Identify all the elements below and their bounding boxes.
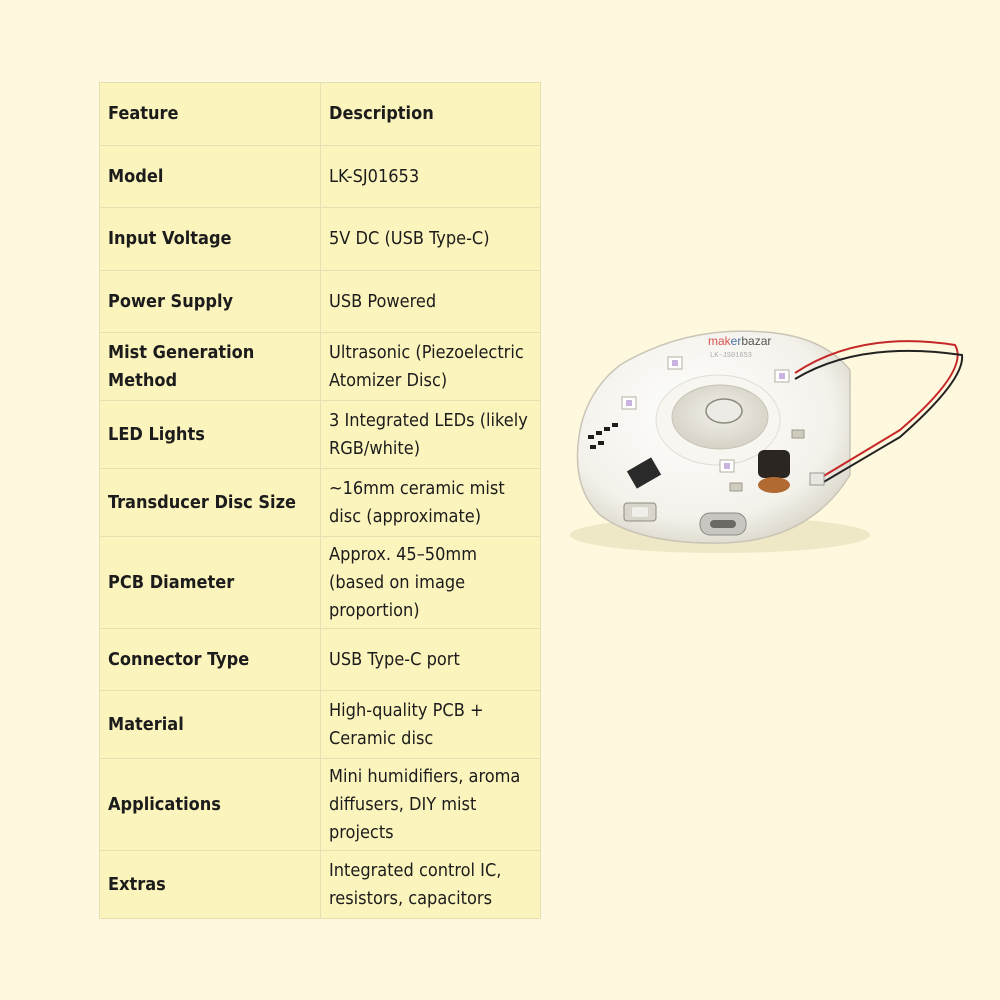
description-cell: ~16mm ceramic mist disc (approximate) <box>321 469 541 537</box>
description-cell: USB Type-C port <box>321 629 541 691</box>
description-cell: USB Powered <box>321 271 541 333</box>
table-row <box>100 851 541 919</box>
table-row <box>100 208 541 271</box>
svg-text:LK-JS01653: LK-JS01653 <box>710 352 753 360</box>
feature-cell: Model <box>100 146 321 208</box>
feature-cell: Input Voltage <box>100 208 321 271</box>
feature-cell: Transducer Disc Size <box>100 469 321 537</box>
feature-cell: LED Lights <box>100 401 321 469</box>
table-row <box>100 469 541 537</box>
feature-cell: Connector Type <box>100 629 321 691</box>
description-cell: High-quality PCB + Ceramic disc <box>321 691 541 759</box>
feature-cell: PCB Diameter <box>100 537 321 629</box>
table-row <box>100 333 541 401</box>
table-row <box>100 691 541 759</box>
table-row <box>100 537 541 629</box>
description-cell: 5V DC (USB Type-C) <box>321 208 541 271</box>
feature-cell: Mist Generation Method <box>100 333 321 401</box>
table-row <box>100 146 541 208</box>
description-cell: Mini humidifiers, aroma diffusers, DIY mist projects <box>321 759 541 851</box>
description-cell: Approx. 45–50mm (based on image proportion) <box>321 537 541 629</box>
description-cell: Ultrasonic (Piezoelectric Atomizer Disc) <box>321 333 541 401</box>
table-row <box>100 629 541 691</box>
table-header-row <box>100 83 541 146</box>
table-row <box>100 401 541 469</box>
feature-cell: Power Supply <box>100 271 321 333</box>
description-cell: LK-SJ01653 <box>321 146 541 208</box>
feature-cell: Material <box>100 691 321 759</box>
svg-text:makerbazar: makerbazar <box>708 334 772 348</box>
feature-cell: Applications <box>100 759 321 851</box>
header-feature: Feature <box>100 83 321 146</box>
spec-table <box>99 82 541 919</box>
table-row <box>100 271 541 333</box>
description-cell: 3 Integrated LEDs (likely RGB/white) <box>321 401 541 469</box>
header-description: Description <box>321 83 541 146</box>
pcb-module-image <box>560 325 980 560</box>
description-cell: Integrated control IC, resistors, capacitors <box>321 851 541 919</box>
feature-cell: Extras <box>100 851 321 919</box>
table-row <box>100 759 541 851</box>
